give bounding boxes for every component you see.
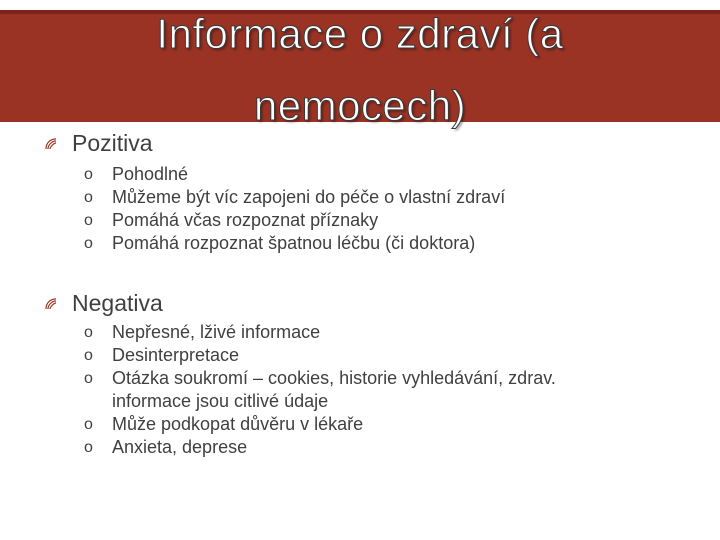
title-line-2: nemocech) (253, 82, 467, 129)
list-item: o Můžeme být víc zapojeni do péče o vlastní zdraví (84, 187, 506, 207)
sub-bullet-icon: o (84, 416, 93, 433)
list-item: o Může podkopat důvěru v lékaře (84, 414, 364, 434)
list-item: o Nepřesné, lživé informace (84, 322, 321, 342)
swirl-bullet-icon (44, 297, 58, 311)
sub-bullet-icon: o (84, 439, 93, 456)
sub-list (44, 163, 664, 255)
sub-bullet-icon: o (84, 324, 93, 341)
section-heading-text: Negativa (72, 290, 163, 316)
section-heading-text: Pozitiva (72, 130, 153, 156)
sub-list (44, 321, 624, 459)
sub-bullet-icon: o (84, 189, 93, 206)
section-heading (44, 290, 624, 317)
list-item: o Desinterpretace (84, 345, 240, 365)
section-negativa (44, 290, 624, 459)
sub-bullet-icon: o (84, 212, 93, 229)
list-item: o Pomáhá včas rozpoznat příznaky (84, 210, 379, 230)
slide-title (0, 0, 720, 142)
section-pozitiva (44, 130, 664, 255)
sub-bullet-icon: o (84, 166, 93, 183)
list-item: o Otázka soukromí – cookies, historie vyhledávání, zdrav. informace jsou citlivé údaje (84, 368, 556, 411)
swirl-bullet-icon (44, 137, 58, 151)
sub-bullet-icon: o (84, 235, 93, 252)
list-item: o Pohodlné (84, 164, 189, 184)
title-line-1: Informace o zdraví (a (156, 10, 564, 57)
sub-bullet-icon: o (84, 370, 93, 387)
section-heading (44, 130, 664, 157)
list-item: o Pomáhá rozpoznat špatnou léčbu (či doktora) (84, 233, 476, 253)
list-item: o Anxieta, deprese (84, 437, 248, 457)
sub-bullet-icon: o (84, 347, 93, 364)
